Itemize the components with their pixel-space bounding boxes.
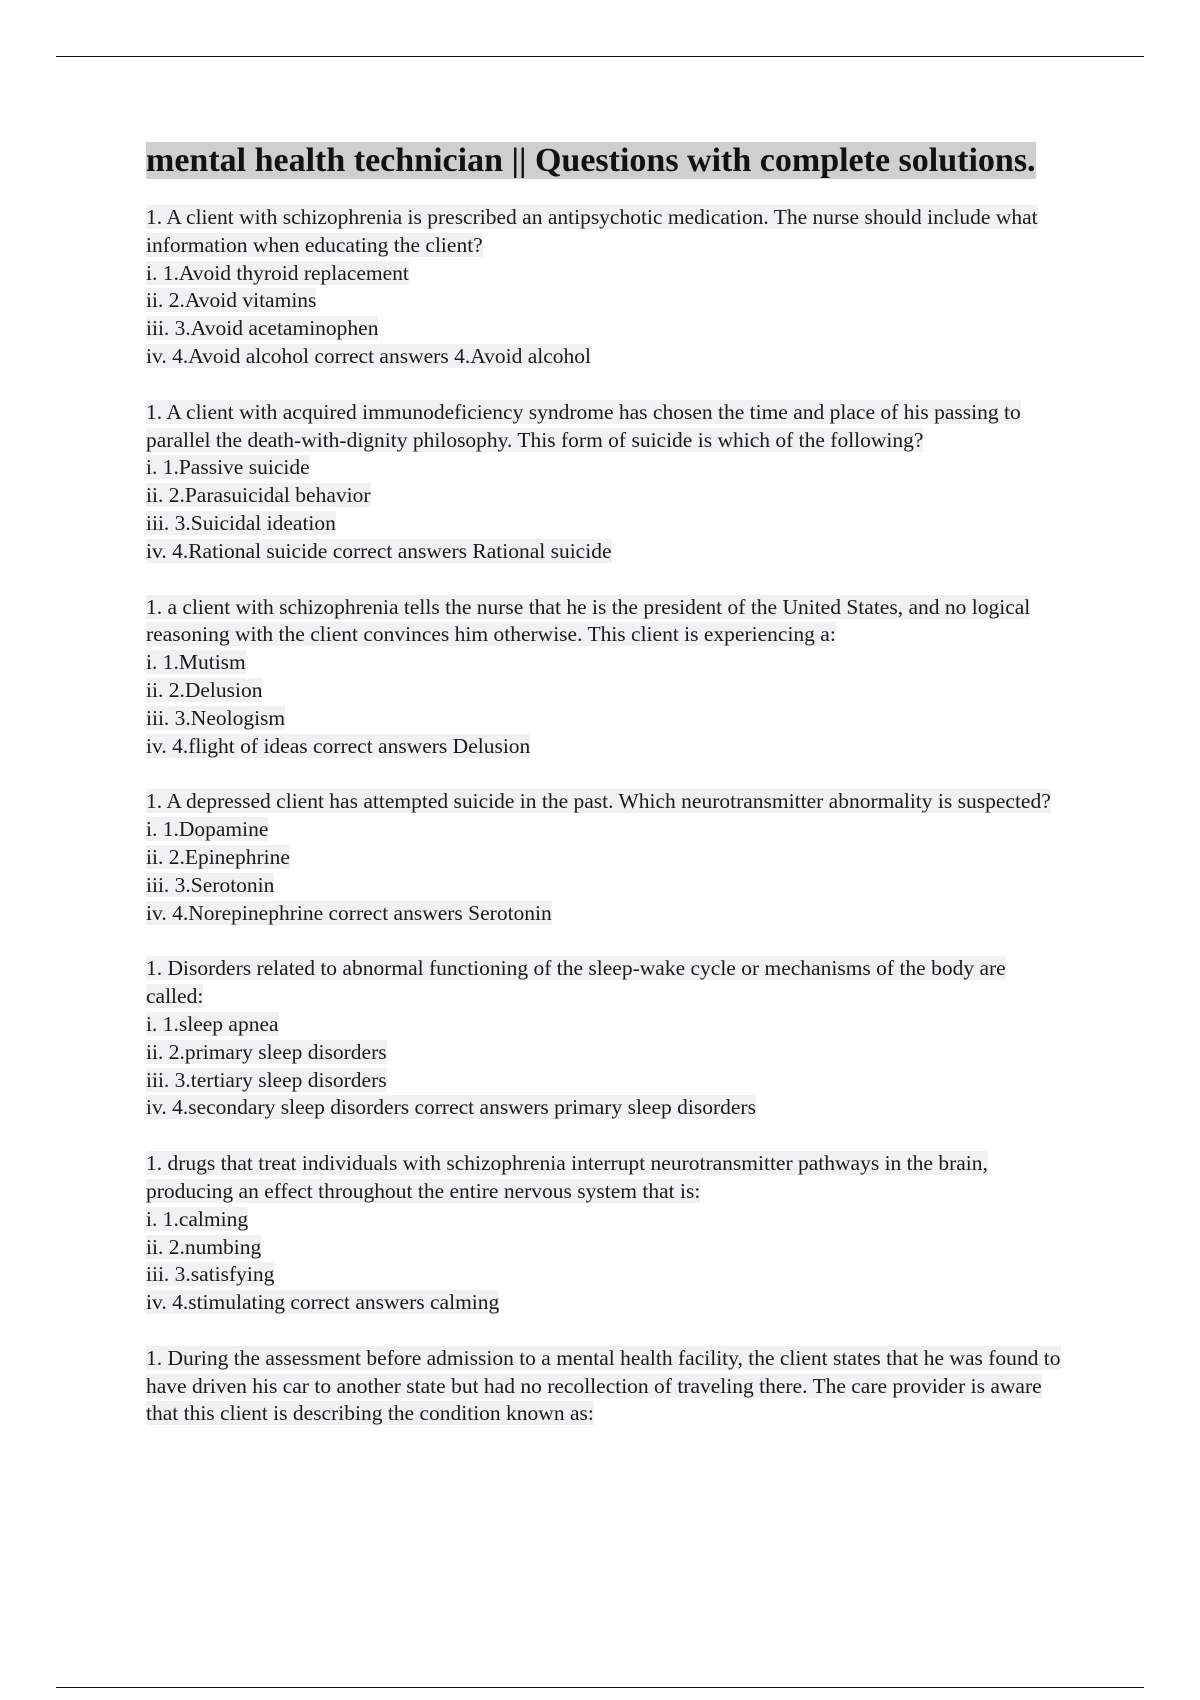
question-text: 1. A depressed client has attempted suicide in the past. Which neurotransmitter abnormality is suspected?	[146, 789, 1051, 814]
answer-option: ii. 2.Avoid vitamins	[146, 288, 317, 313]
answer-option: ii. 2.Epinephrine	[146, 844, 290, 869]
answer-option: ii. 2.numbing	[146, 1234, 262, 1259]
answer-option: i. 1.Mutism	[146, 650, 246, 675]
question-text: 1. drugs that treat individuals with schizophrenia interrupt neurotransmitter pathways in the brain, producing an effect throughout the entire nervous system that is:	[146, 1151, 988, 1203]
question-text: 1. During the assessment before admission to a mental health facility, the client states that he was found to have driven his car to another state but had no recollection of traveling there. The care provider is aware that this client is describing the condition known as:	[146, 1345, 1061, 1426]
bottom-rule	[56, 1687, 1144, 1688]
answer-option: iv. 4.Norepinephrine correct answers Serotonin	[146, 900, 552, 925]
answer-option: iii. 3.Suicidal ideation	[146, 510, 336, 535]
answer-option: iv. 4.flight of ideas correct answers Delusion	[146, 733, 531, 758]
answer-option: ii. 2.Parasuicidal behavior	[146, 483, 371, 508]
question-block	[146, 204, 1066, 371]
answer-option: iii. 3.Serotonin	[146, 872, 275, 897]
question-block	[146, 399, 1066, 566]
question-block	[146, 788, 1066, 927]
answer-option: i. 1.Passive suicide	[146, 455, 310, 480]
answer-option: iv. 4.secondary sleep disorders correct answers primary sleep disorders	[146, 1095, 756, 1120]
answer-option: ii. 2.primary sleep disorders	[146, 1039, 387, 1064]
top-rule	[56, 56, 1144, 57]
answer-option: ii. 2.Delusion	[146, 677, 263, 702]
question-block	[146, 594, 1066, 761]
answer-option: i. 1.sleep apnea	[146, 1011, 279, 1036]
answer-option: iii. 3.tertiary sleep disorders	[146, 1067, 387, 1092]
answer-option: iv. 4.Avoid alcohol correct answers 4.Avoid alcohol	[146, 343, 592, 368]
question-text: 1. Disorders related to abnormal functioning of the sleep-wake cycle or mechanisms of the body are called:	[146, 956, 1006, 1009]
question-text: 1. A client with schizophrenia is prescribed an antipsychotic medication. The nurse should include what information when educating the client?	[146, 205, 1038, 257]
question-block	[146, 1345, 1066, 1428]
question-text: 1. a client with schizophrenia tells the nurse that he is the president of the United States, and no logical reasoning with the client convinces him otherwise. This client is experiencing a:	[146, 594, 1031, 647]
page-title: mental health technician || Questions with complete solutions.	[146, 142, 1036, 179]
question-text: 1. A client with acquired immunodeficiency syndrome has chosen the time and place of his passing to parallel the death-with-dignity philosophy. This form of suicide is which of the following?	[146, 399, 1021, 452]
answer-option: iii. 3.Avoid acetaminophen	[146, 316, 379, 341]
document-body	[146, 140, 1066, 1456]
answer-option: iv. 4.Rational suicide correct answers Rational suicide	[146, 538, 612, 563]
answer-option: iv. 4.stimulating correct answers calming	[146, 1290, 500, 1315]
answer-option: iii. 3.satisfying	[146, 1262, 275, 1287]
answer-option: i. 1.Avoid thyroid replacement	[146, 260, 409, 285]
answer-option: iii. 3.Neologism	[146, 705, 286, 730]
question-block	[146, 955, 1066, 1122]
question-block	[146, 1150, 1066, 1317]
answer-option: i. 1.calming	[146, 1206, 249, 1231]
answer-option: i. 1.Dopamine	[146, 817, 269, 842]
